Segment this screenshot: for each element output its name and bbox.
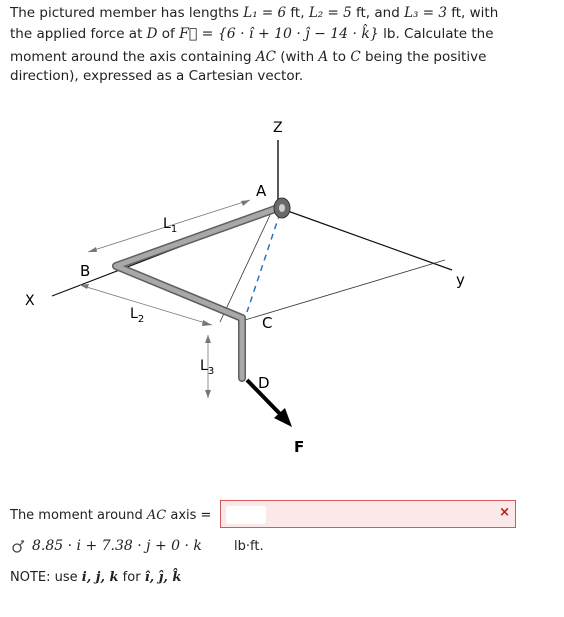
preview-icon[interactable] [12,540,26,554]
dim-L3-arrow-start [205,335,211,343]
y-axis [285,210,452,270]
dim-L3-arrow-end [205,390,211,398]
force-expression: F⃗ = {6 · î + 10 · ĵ − 14 · k̂} [179,26,379,42]
label-x: X [25,293,35,309]
label-L3: $L_3$ [200,358,215,377]
incorrect-icon: × [499,505,510,520]
label-L2: $L_2$ [130,306,145,325]
dim-L1-arrow-end [241,200,250,206]
label-B: B [80,262,91,280]
preview-expression: 8.85 · i + 7.38 · j + 0 · k [32,538,202,554]
label-F: F [294,438,305,456]
preview-unit: lb·ft. [234,539,264,554]
label-D: D [258,374,270,392]
guide-line-2 [245,260,445,320]
label-C: C [262,314,273,332]
support-A-hole [279,204,285,212]
problem-line-1: The pictured member has lengths L₁ = 6 ft, L₂ = 5 ft, and L₃ = 3 ft, with [10,5,499,21]
member-outline [116,208,278,378]
problem-line-2: the applied force at D of F⃗ = {6 · î + 10 · ĵ − 14 · k̂} lb. Calculate the [10,26,494,42]
length-L1: L₁ = 6 [243,5,287,21]
problem-line-3: moment around the axis containing AC (with A to C being the positive [10,49,487,65]
length-L3: L₃ = 3 [404,5,447,21]
label-z: Z [273,120,283,136]
label-A: A [256,182,267,200]
note: NOTE: use i, j, k for î, ĵ, k̂ [10,570,182,585]
guide-line-1 [220,215,270,322]
answer-input-field[interactable] [226,506,266,524]
dim-L2-arrow-end [202,320,212,326]
member-figure [0,100,564,470]
answer-input[interactable] [220,500,516,528]
problem-line-4: direction), expressed as a Cartesian vector. [10,68,304,84]
axis-AC-dashed [247,213,280,312]
label-L1: $L_1$ [163,216,178,235]
length-L2: L₂ = 5 [308,5,352,21]
problem-statement [10,4,550,86]
dim-L2 [80,285,212,325]
answer-row [10,500,555,530]
label-y: y [456,271,465,289]
dim-L1-arrow-start [88,247,97,252]
answer-label: The moment around AC axis = [10,508,212,523]
